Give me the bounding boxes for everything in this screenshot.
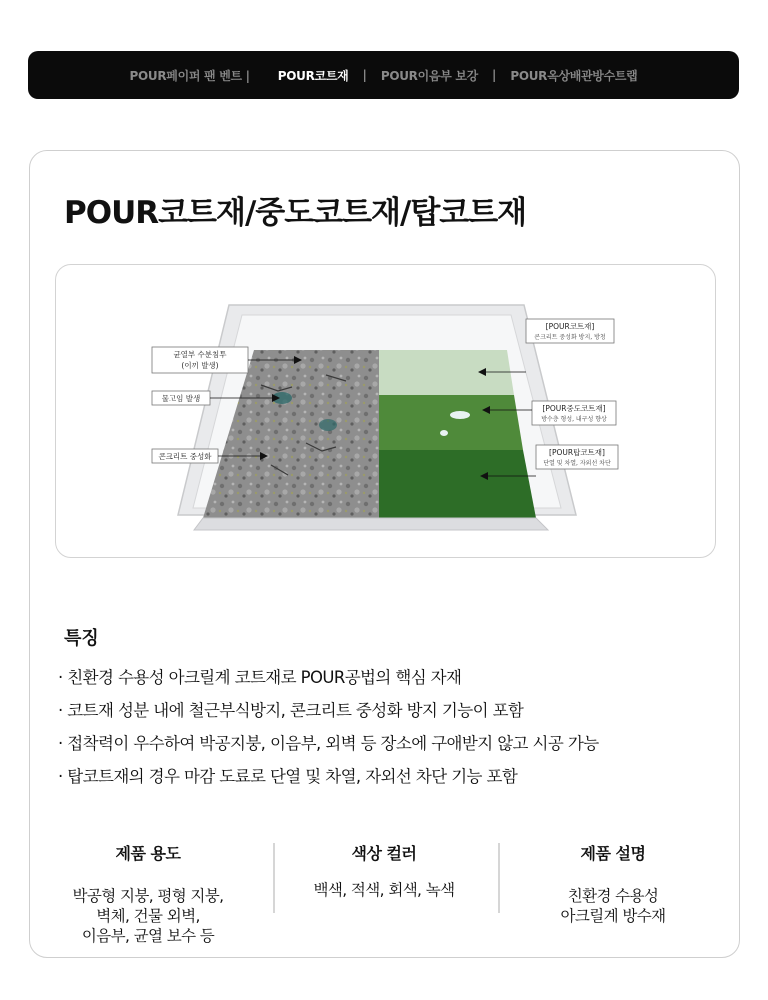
product-info-columns xyxy=(30,841,739,951)
top-nav-bar xyxy=(28,51,739,99)
info-color-text: 백색, 적색, 회색, 녹색 xyxy=(313,881,455,899)
info-description-title: 제품 설명 xyxy=(580,844,646,863)
callout-coat-desc: 콘크리트 중성화 방지, 방청 xyxy=(534,334,606,341)
info-usage-text: 박공형 지붕, 평형 지붕, 벽체, 건물 외벽, 이음부, 균열 보수 등 xyxy=(72,887,224,945)
callout-water-pooling: 물고임 발생 xyxy=(161,394,201,403)
features-title: 특징 xyxy=(64,628,99,649)
feature-item: · 코트재 성분 내에 철근부식방지, 콘크리트 중성화 방지 기능이 포함 xyxy=(58,694,599,727)
callout-moisture-line1: 균열부 수분침투 xyxy=(173,350,227,359)
callout-coat-title: [POUR코트재] xyxy=(545,322,595,331)
info-color xyxy=(266,841,502,900)
product-card xyxy=(29,150,740,958)
feature-item: · 친환경 수용성 아크릴계 코트재로 POUR공법의 핵심 자재 xyxy=(58,661,599,694)
nav-item-joint-reinforce[interactable]: POUR이음부 보강 xyxy=(380,68,478,83)
nav-item-paper-fan-vent[interactable]: POUR페이퍼 팬 벤트 | xyxy=(129,68,250,83)
feature-item: · 탑코트재의 경우 마감 도료로 단열 및 차열, 자외선 차단 기능 포함 xyxy=(58,760,599,793)
info-description xyxy=(495,841,731,926)
nav-separator: | xyxy=(362,68,367,82)
nav-separator: | xyxy=(491,68,497,82)
features-list xyxy=(58,661,599,793)
info-color-title: 색상 컬러 xyxy=(351,844,417,863)
callout-neutralization: 콘크리트 중성화 xyxy=(158,452,212,461)
nav-item-roof-drain-trap[interactable]: POUR옥상배관방수트랩 xyxy=(510,68,638,83)
nav-item-coat[interactable]: POUR코트재 xyxy=(277,68,349,83)
callout-mid-coat-title: [POUR중도코트재] xyxy=(542,404,606,413)
callout-mid-coat-desc: 방수층 형성, 내구성 향상 xyxy=(541,416,607,423)
info-description-text: 친환경 수용성 아크릴계 방수재 xyxy=(560,887,666,925)
info-usage xyxy=(30,841,266,946)
page-title: POUR코트재/중도코트재/탑코트재 xyxy=(64,195,527,231)
product-diagram xyxy=(55,264,716,558)
callout-top-coat-title: [POUR탑코트재] xyxy=(549,448,605,457)
roof-cross-section-illustration xyxy=(56,265,715,557)
info-usage-title: 제품 용도 xyxy=(115,844,181,863)
feature-item: · 접착력이 우수하여 박공지붕, 이음부, 외벽 등 장소에 구애받지 않고 시공 가능 xyxy=(58,727,599,760)
callout-top-coat-desc: 단열 및 차열, 자외선 차단 xyxy=(543,460,611,467)
callout-moisture-line2: (이끼 발생) xyxy=(181,361,219,370)
